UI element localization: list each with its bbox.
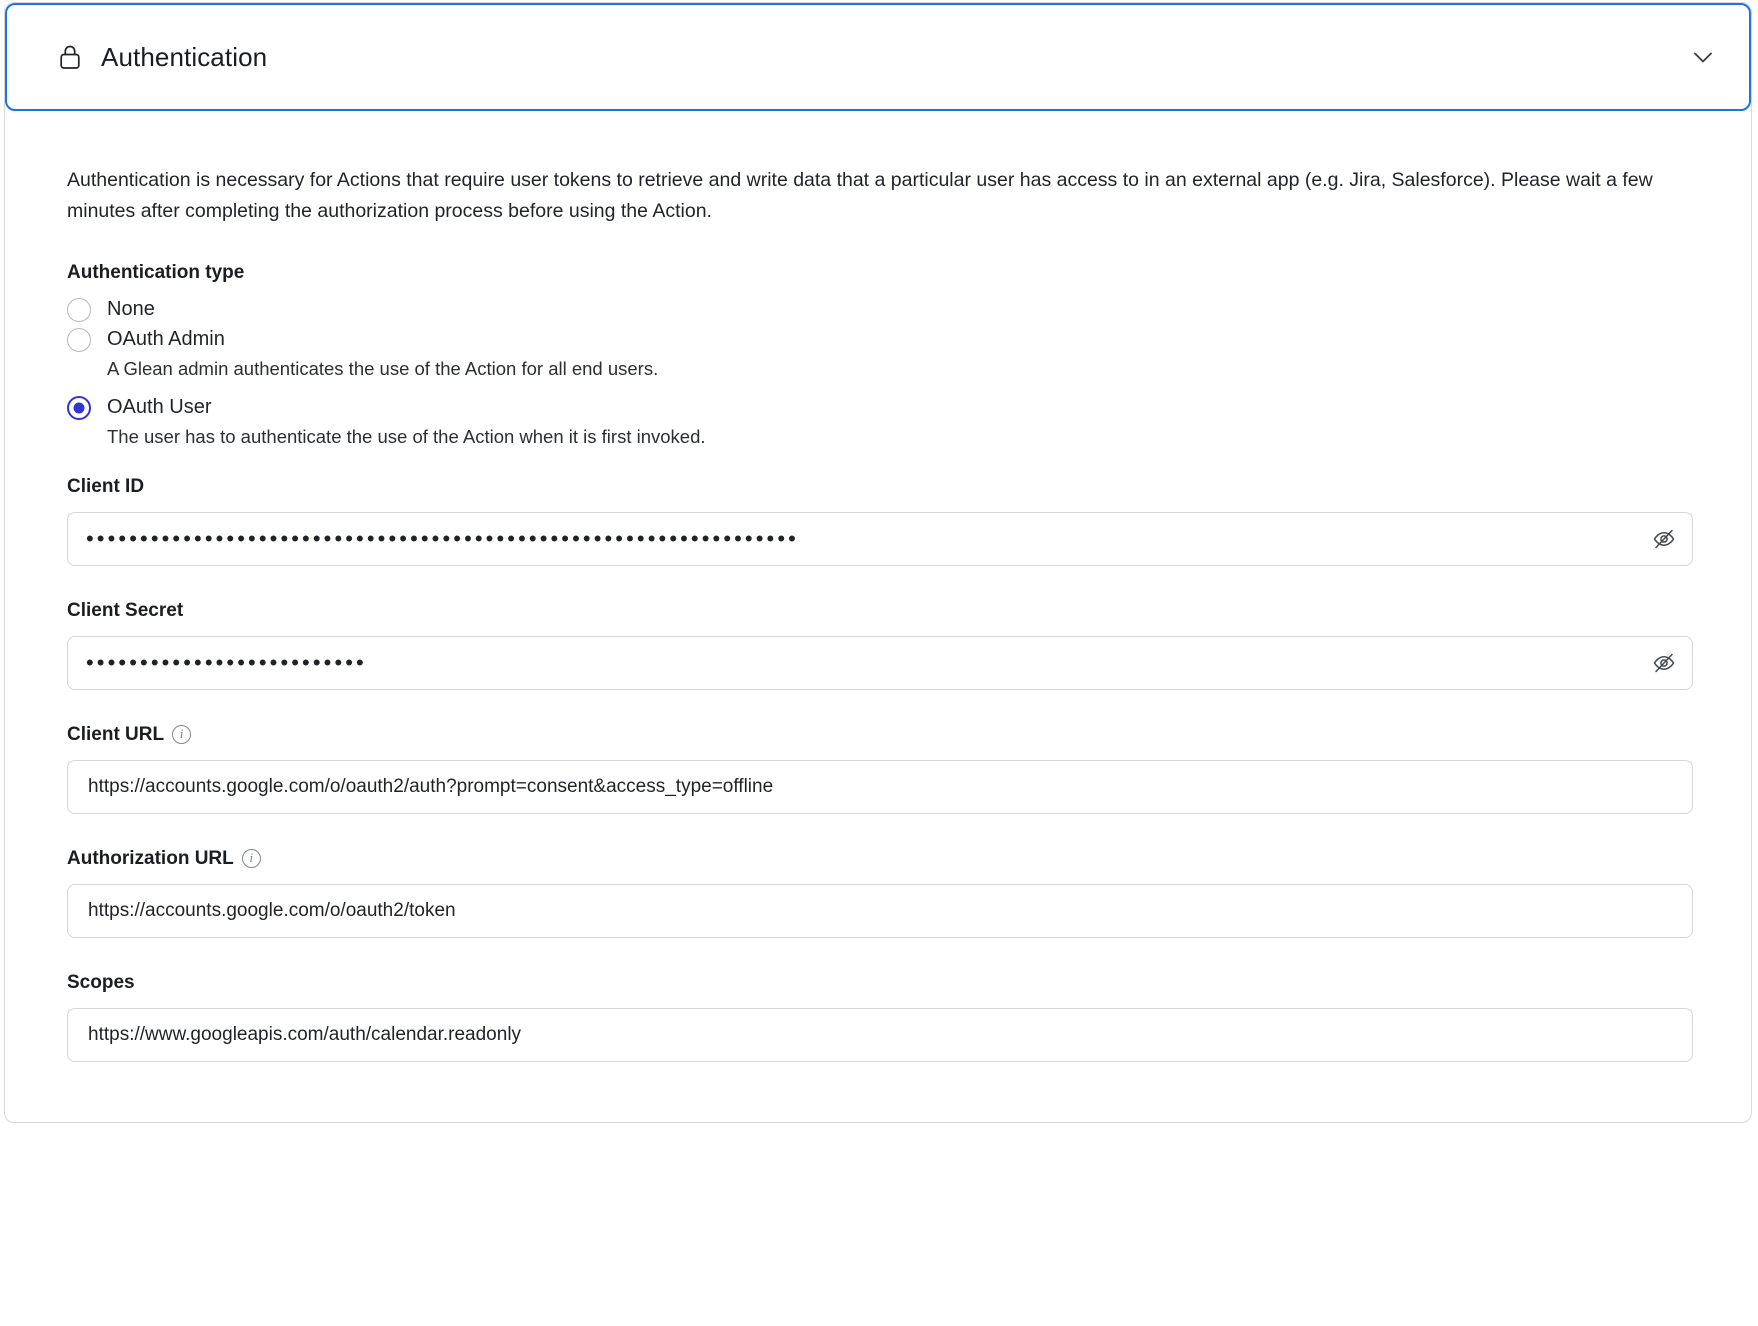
scopes-label-text: Scopes (67, 971, 135, 993)
page-title: Authentication (101, 41, 268, 72)
chevron-down-icon[interactable] (1689, 43, 1717, 71)
radio-option-none[interactable] (67, 298, 1693, 322)
client-url-field (67, 760, 1693, 814)
authorization-url-label (67, 848, 1693, 870)
client-secret-input[interactable]: •••••••••••••••••••••••••• (67, 636, 1693, 690)
authentication-panel (4, 2, 1752, 1123)
authorization-url-field (67, 884, 1693, 938)
authentication-type-label (67, 262, 1693, 284)
radio-oauth-user-label: OAuth User (107, 396, 212, 419)
eye-off-icon[interactable] (1651, 526, 1677, 552)
client-id-label (67, 476, 1693, 498)
info-icon[interactable]: i (242, 849, 261, 868)
client-url-label-text: Client URL (67, 723, 165, 745)
authentication-panel-header[interactable] (5, 3, 1751, 111)
authorization-url-label-text: Authorization URL (67, 847, 234, 869)
authorization-url-input[interactable] (67, 884, 1693, 938)
authentication-type-label-text: Authentication type (67, 261, 245, 283)
radio-option-oauth-user[interactable] (67, 396, 1693, 420)
scopes-field (67, 1008, 1693, 1062)
client-secret-label (67, 600, 1693, 622)
radio-oauth-admin-label: OAuth Admin (107, 328, 225, 351)
authentication-type-radio-group[interactable] (67, 298, 1693, 448)
authentication-description: Authentication is necessary for Actions that require user tokens to retrieve and write data that a particular user has access to in an external app (e.g. Jira, Salesforce). Please wait a few minutes after completing the authorization process before using the Action. (67, 168, 1653, 223)
radio-none-indicator[interactable] (67, 298, 91, 322)
scopes-input[interactable] (67, 1008, 1693, 1062)
client-id-input[interactable]: •••••••••••••••••••••••••••••••••••••••••••••••••••••••••••••••••• (67, 512, 1693, 566)
radio-oauth-admin-description: A Glean admin authenticates the use of the Action for all end users. (107, 357, 659, 379)
radio-none-label: None (107, 298, 155, 321)
client-secret-label-text: Client Secret (67, 599, 184, 621)
radio-oauth-user-description: The user has to authenticate the use of the Action when it is first invoked. (107, 425, 706, 447)
scopes-label (67, 972, 1693, 994)
authentication-panel-body (5, 111, 1751, 1122)
lock-icon (57, 43, 83, 71)
radio-option-oauth-admin[interactable] (67, 328, 1693, 352)
radio-oauth-admin-indicator[interactable] (67, 328, 91, 352)
eye-off-icon[interactable] (1651, 650, 1677, 676)
client-secret-field (67, 636, 1693, 690)
info-icon[interactable]: i (172, 725, 191, 744)
client-url-label (67, 724, 1693, 746)
client-id-field (67, 512, 1693, 566)
radio-oauth-user-indicator[interactable] (67, 396, 91, 420)
client-url-input[interactable] (67, 760, 1693, 814)
client-id-label-text: Client ID (67, 475, 145, 497)
